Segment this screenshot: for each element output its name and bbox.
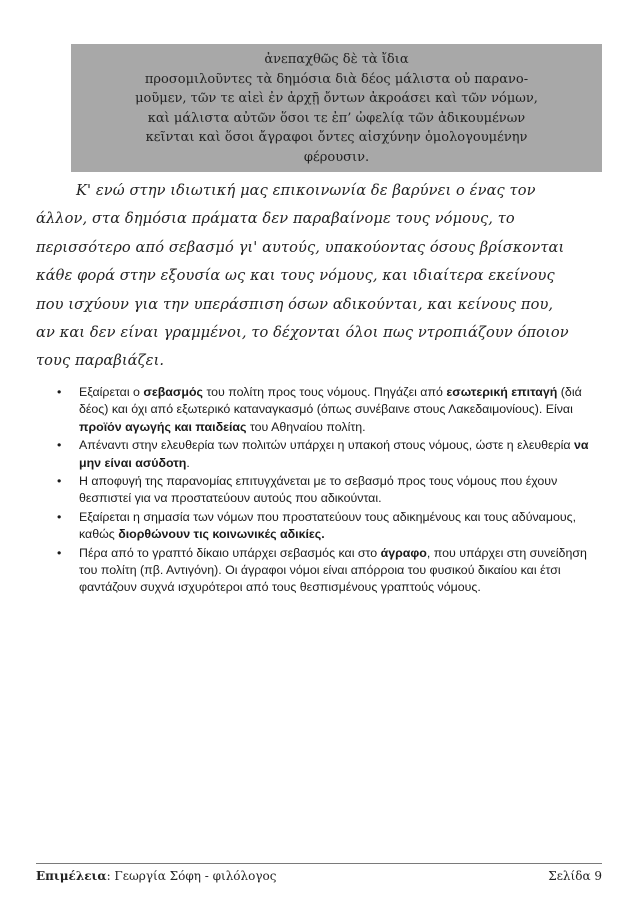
- bullet-text: του πολίτη προς τους νόμους. Πηγάζει από: [203, 385, 447, 399]
- bullet-text: Πέρα από το γραπτό δίκαιο υπάρχει σεβασμός και στο: [79, 545, 381, 560]
- bullet-emphasis: σεβασμός: [143, 385, 203, 399]
- greek-quote-line: καὶ μάλιστα αὐτῶν ὅσοι τε ἐπ’ ὠφελίᾳ τῶν ἀδικουμένων: [147, 110, 526, 126]
- bullet-item: [57, 545, 605, 597]
- bullet-text: , που υπάρχει στη συνείδηση του πολίτη (πβ. Αντιγόνη). Οι άγραφοι νόμοι είναι απόρροια του φυσικού δικαίου και έτσι φαντάζουν συχνά ισχυρότεροι από τους θεσπισμένους γραπτούς νόμους.: [79, 545, 587, 595]
- translation-line: Κ' ενώ στην ιδιωτική μας επικοινωνία δε βαρύνει ο ένας τον: [76, 182, 536, 199]
- commentary-bullet-list: [57, 384, 605, 598]
- translation-line: τους παραβιάζει.: [36, 352, 165, 370]
- bullet-text: Εξαίρεται η σημασία των νόμων που προστατεύουν τους αδικημένους και τους αδύναμους, καθώς: [79, 509, 577, 542]
- bullet-dot: •: [57, 474, 62, 489]
- greek-quote-line: κεῖνται καὶ ὅσοι ἄγραφοι ὄντες αἰσχύνην ὁμολογουμένην: [145, 130, 528, 146]
- footer-page-number: Σελίδα 9: [548, 869, 602, 883]
- greek-quote-line: ἀνεπαχθῶς δὲ τὰ ἴδια: [264, 52, 409, 67]
- greek-quote-line: μοῦμεν, τῶν τε αἰεὶ ἐν ἀρχῇ ὄντων ἀκροάσει καὶ τῶν νόμων,: [135, 91, 538, 107]
- footer-credit-label: Επιμέλεια: [36, 869, 107, 883]
- bullet-text: (διά δέος) και όχι από εξωτερικό καταναγκασμό (όπως συνέβαινε στους Λακεδαιμονίους). Είναι: [79, 385, 582, 417]
- bullet-text: του Αθηναίου πολίτη.: [246, 419, 366, 434]
- greek-quote-box: [71, 44, 602, 172]
- translation-line: κάθε φορά στην εξουσία ως και τους νόμους, και ιδιαίτερα εκείνους: [36, 267, 555, 285]
- bullet-emphasis: διορθώνουν τις κοινωνικές αδικίες.: [118, 527, 325, 542]
- bullet-item: [57, 473, 605, 508]
- bullet-item: [57, 509, 605, 544]
- translation-paragraph: [36, 177, 602, 376]
- bullet-dot: •: [57, 385, 62, 399]
- bullet-item: [57, 384, 605, 436]
- footer-divider: [36, 863, 602, 864]
- bullet-dot: •: [57, 438, 62, 453]
- footer-credit: [36, 869, 276, 883]
- translation-line: άλλον, στα δημόσια πράματα δεν παραβαίνομε τους νόμους, το: [36, 210, 515, 228]
- bullet-text: Εξαίρεται ο: [79, 385, 144, 399]
- greek-quote-line: προσομιλοῦντες τὰ δημόσια διὰ δέος μάλιστα οὐ παρανο-: [144, 71, 529, 87]
- bullet-dot: •: [57, 545, 62, 560]
- translation-line: περισσότερο από σεβασμό γι' αυτούς, υπακούοντας όσους βρίσκονται: [36, 238, 565, 256]
- bullet-text: .: [186, 455, 190, 470]
- translation-line: που ισχύουν για την υπεράσπιση όσων αδικούνται, και κείνους που,: [36, 295, 554, 313]
- footer-credit-author: : Γεωργία Σόφη - φιλόλογος: [106, 869, 277, 883]
- bullet-emphasis: να μην είναι ασύδοτη: [79, 438, 589, 470]
- bullet-item: [57, 437, 605, 472]
- greek-quote-line: φέρουσιν.: [303, 149, 370, 165]
- bullet-emphasis: άγραφο: [380, 545, 427, 560]
- bullet-text: Απέναντι στην ελευθερία των πολιτών υπάρχει η υπακοή στους νόμους, ώστε η ελευθερία: [79, 438, 574, 453]
- bullet-dot: •: [57, 509, 62, 524]
- bullet-emphasis: προϊόν αγωγής και παιδείας: [79, 419, 247, 434]
- bullet-text: Η αποφυγή της παρανομίας επιτυγχάνεται με το σεβασμό προς τους νόμους που έχουν θεσπιστεί για να προστατεύουν αυτούς που αδικούνται.: [79, 474, 558, 506]
- translation-line: αν και δεν είναι γραμμένοι, το δέχονται όλοι πως ντροπιάζουν όποιον: [36, 324, 569, 342]
- bullet-emphasis: εσωτερική επιταγή: [446, 385, 558, 399]
